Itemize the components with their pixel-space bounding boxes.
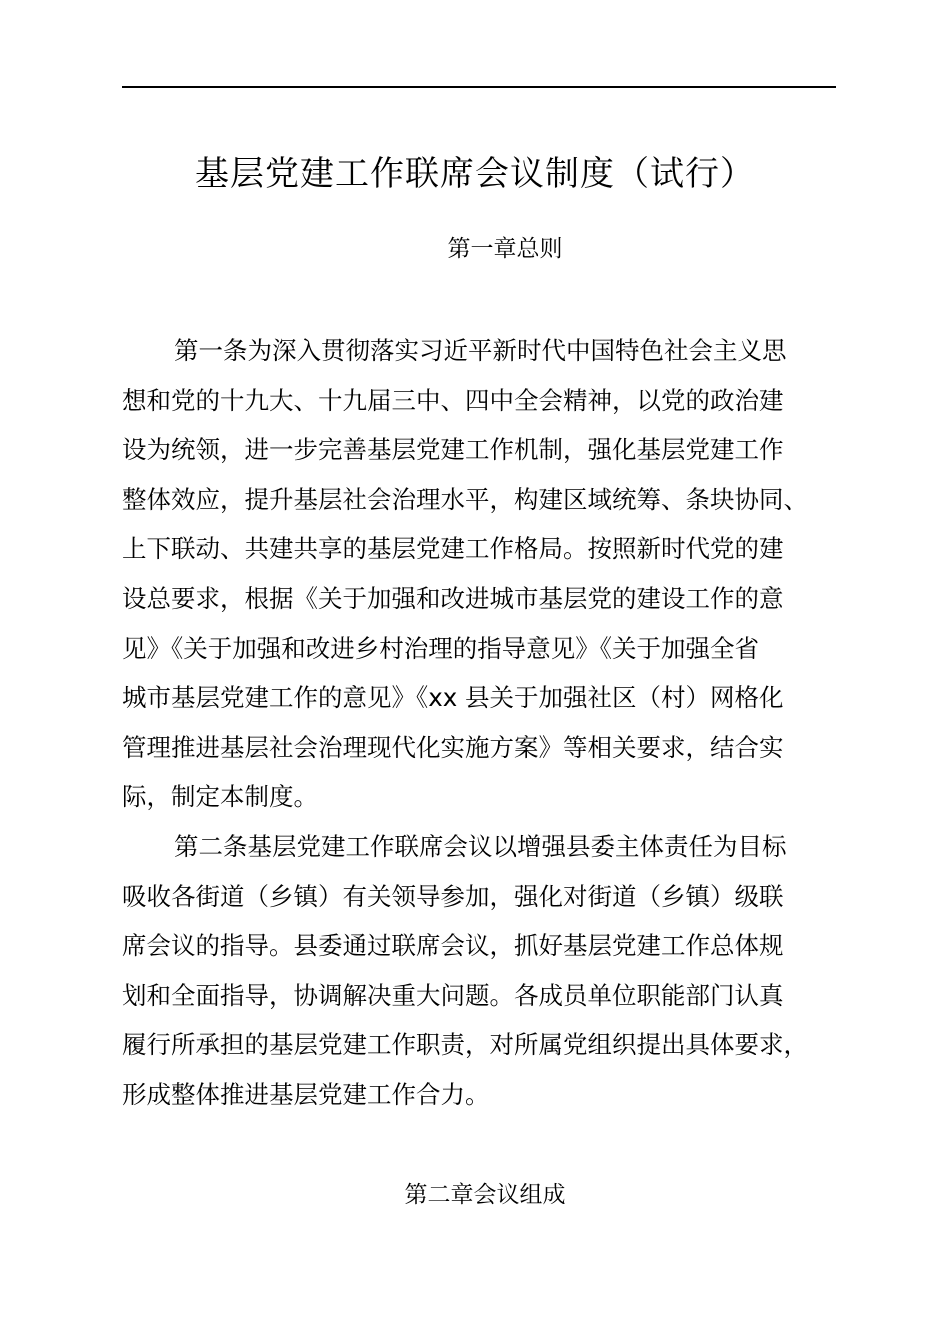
article-2 — [122, 822, 862, 1120]
article-2-line: 划和全面指导，协调解决重大问题。各成员单位职能部门认真 — [122, 980, 784, 1010]
article-1-line: 际，制定本制度。 — [122, 782, 318, 812]
article-1 — [122, 326, 862, 822]
document-title: 基层党建工作联席会议制度（试行） — [195, 154, 755, 194]
article-1-line: 设总要求，根据《关于加强和改进城市基层党的建设工作的意 — [122, 583, 784, 613]
article-1-line: 见》《关于加强和改进乡村治理的指导意见》《关于加强全省 — [122, 633, 759, 663]
article-2-line: 吸收各街道（乡镇）有关领导参加，强化对街道（乡镇）级联 — [122, 881, 784, 911]
article-1-line: 管理推进基层社会治理现代化实施方案》等相关要求，结合实 — [122, 732, 784, 762]
chapter-2-heading: 第二章会议组成 — [404, 1182, 566, 1208]
article-1-line: 设为统领，进一步完善基层党建工作机制，强化基层党建工作 — [122, 435, 784, 465]
article-2-line: 第二条基层党建工作联席会议以增强县委主体责任为目标 — [174, 832, 787, 861]
article-1-line: 整体效应，提升基层社会治理水平，构建区域统筹、条块协同、 — [122, 484, 808, 514]
article-1-line: 想和党的十九大、十九届三中、四中全会精神，以党的政治建 — [122, 385, 784, 415]
article-1-line: 城市基层党建工作的意见》《xx 县关于加强社区（村）网格化 — [122, 683, 784, 713]
article-2-line: 履行所承担的基层党建工作职责，对所属党组织提出具体要求， — [122, 1030, 808, 1060]
header-rule — [122, 86, 836, 88]
article-2-line: 席会议的指导。县委通过联席会议，抓好基层党建工作总体规 — [122, 931, 784, 961]
chapter-1-heading: 第一章总则 — [447, 236, 563, 262]
article-1-line: 第一条为深入贯彻落实习近平新时代中国特色社会主义思 — [174, 336, 787, 365]
article-2-line: 形成整体推进基层党建工作合力。 — [122, 1079, 490, 1109]
article-1-line: 上下联动、共建共享的基层党建工作格局。按照新时代党的建 — [122, 534, 784, 564]
